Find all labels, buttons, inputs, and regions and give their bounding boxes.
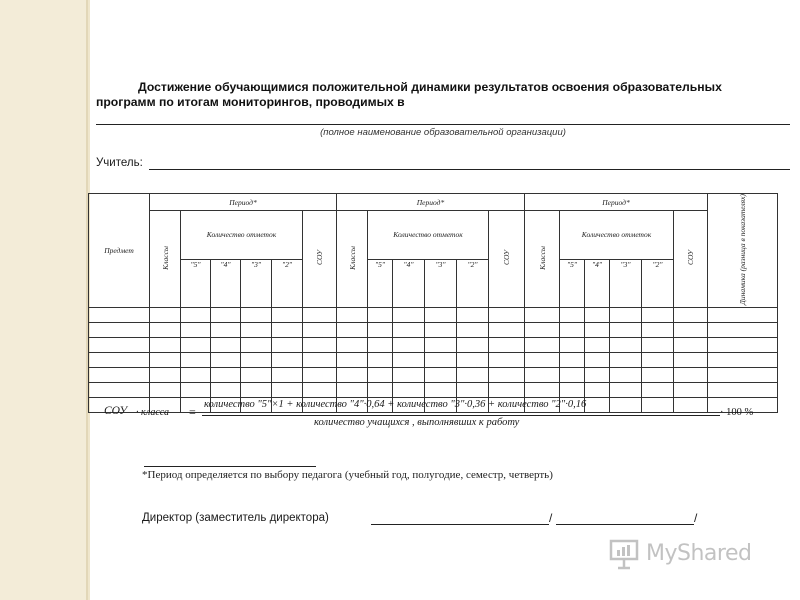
table-cell <box>241 352 272 367</box>
table-cell <box>241 397 272 412</box>
marks-count-header-3: Количество отметок <box>560 211 674 260</box>
table-cell <box>642 382 674 397</box>
table-cell <box>642 322 674 337</box>
sou-header-3: СОУ <box>674 211 708 308</box>
sou-header-1: СОУ <box>303 211 337 308</box>
table-cell <box>241 337 272 352</box>
org-name-line <box>96 124 790 125</box>
table-cell <box>610 352 642 367</box>
table-cell <box>674 337 708 352</box>
table-cell <box>489 337 525 352</box>
table-cell <box>272 397 303 412</box>
table-cell <box>368 352 393 367</box>
table-cell <box>674 352 708 367</box>
table-cell <box>489 382 525 397</box>
presentation-board-icon <box>608 537 642 571</box>
footnote-text: *Период определяется по выбору педагога (учебный год, полугодие, семестр, четверть) <box>142 469 553 481</box>
table-cell <box>272 307 303 322</box>
table-cell <box>674 322 708 337</box>
table-cell <box>303 397 337 412</box>
table-cell <box>610 322 642 337</box>
table-cell <box>585 307 610 322</box>
table-cell <box>393 397 425 412</box>
table-cell <box>642 367 674 382</box>
formula-lhs: СОУ <box>104 405 128 417</box>
table-cell <box>368 337 393 352</box>
table-cell <box>150 397 181 412</box>
dynamics-header: Динамика (разница в показателях) <box>708 194 778 308</box>
table-cell <box>150 337 181 352</box>
table-cell <box>241 322 272 337</box>
mark-3-header-1: "3" <box>241 259 272 307</box>
table-cell <box>181 307 211 322</box>
period-header-1: Период* <box>150 194 337 211</box>
mark-2-header-1: "2" <box>272 259 303 307</box>
table-cell <box>393 322 425 337</box>
table-cell <box>525 352 560 367</box>
table-cell <box>425 382 457 397</box>
table-cell <box>337 367 368 382</box>
mark-5-header-1: "5" <box>181 259 211 307</box>
table-cell <box>674 307 708 322</box>
table-cell <box>337 397 368 412</box>
formula-numerator: количество "5"×1 + количество "4"·0,64 + количество "3"·0,36 + количество "2"·0,16 <box>204 399 587 410</box>
signature-separator-2: / <box>694 511 698 525</box>
table-cell <box>708 322 778 337</box>
classes-header-1: Классы <box>150 211 181 308</box>
results-table <box>88 193 778 413</box>
table-cell <box>610 397 642 412</box>
table-cell <box>89 322 150 337</box>
table-cell <box>489 367 525 382</box>
period-header-2: Период* <box>337 194 525 211</box>
table-cell <box>585 382 610 397</box>
table-cell <box>393 307 425 322</box>
table-cell <box>425 337 457 352</box>
table-cell <box>337 382 368 397</box>
table-cell <box>674 397 708 412</box>
table-cell <box>181 352 211 367</box>
table-row <box>89 382 778 397</box>
table-cell <box>368 397 393 412</box>
table-cell <box>525 382 560 397</box>
table-cell <box>150 367 181 382</box>
table-cell <box>457 307 489 322</box>
table-cell <box>181 382 211 397</box>
table-cell <box>181 367 211 382</box>
table-row <box>89 307 778 322</box>
table-cell <box>425 307 457 322</box>
table-cell <box>642 337 674 352</box>
mark-2-header-2: "2" <box>457 259 489 307</box>
table-cell <box>241 382 272 397</box>
table-cell <box>642 397 674 412</box>
table-cell <box>303 382 337 397</box>
table-cell <box>393 352 425 367</box>
sou-header-2: СОУ <box>489 211 525 308</box>
director-label: Директор (заместитель директора) <box>142 512 329 524</box>
table-cell <box>425 352 457 367</box>
table-cell <box>525 322 560 337</box>
table-cell <box>303 352 337 367</box>
table-cell <box>489 397 525 412</box>
table-cell <box>610 367 642 382</box>
table-cell <box>525 337 560 352</box>
table-cell <box>303 322 337 337</box>
table-cell <box>337 307 368 322</box>
table-row <box>89 337 778 352</box>
table-cell <box>457 337 489 352</box>
table-cell <box>150 382 181 397</box>
table-cell <box>642 307 674 322</box>
table-cell <box>585 337 610 352</box>
table-cell <box>642 352 674 367</box>
table-cell <box>425 397 457 412</box>
table-cell <box>181 337 211 352</box>
table-cell <box>89 337 150 352</box>
table-cell <box>393 382 425 397</box>
table-cell <box>457 397 489 412</box>
subject-header: Предмет <box>89 194 150 308</box>
table-cell <box>457 367 489 382</box>
mark-5-header-2: "5" <box>368 259 393 307</box>
table-cell <box>489 322 525 337</box>
table-cell <box>425 322 457 337</box>
formula-denominator: количество учащихся , выполнявших к работу <box>314 417 520 428</box>
table-row <box>89 352 778 367</box>
table-cell <box>211 322 241 337</box>
table-cell <box>489 352 525 367</box>
table-cell <box>368 307 393 322</box>
table-cell <box>368 322 393 337</box>
title-line-1: Достижение обучающимися положительной динамики результатов освоения образовательных <box>138 80 722 94</box>
table-cell <box>674 382 708 397</box>
table-cell <box>337 337 368 352</box>
mark-4-header-2: "4" <box>393 259 425 307</box>
table-cell <box>457 382 489 397</box>
myshared-watermark <box>608 537 768 573</box>
table-cell <box>272 367 303 382</box>
table-cell <box>610 307 642 322</box>
table-cell <box>368 382 393 397</box>
mark-5-header-3: "5" <box>560 259 585 307</box>
title-line-2: программ по итогам мониторингов, проводимых в <box>96 95 405 109</box>
mark-3-header-2: "3" <box>425 259 457 307</box>
org-name-caption: (полное наименование образовательной организации) <box>320 127 566 138</box>
table-cell <box>610 337 642 352</box>
table-cell <box>241 367 272 382</box>
table-cell <box>211 307 241 322</box>
table-cell <box>211 367 241 382</box>
teacher-label: Учитель: <box>96 157 143 169</box>
table-cell <box>211 397 241 412</box>
table-cell <box>211 352 241 367</box>
table-cell <box>272 352 303 367</box>
signature-separator-1: / <box>549 511 553 525</box>
table-cell <box>560 397 585 412</box>
table-cell <box>241 307 272 322</box>
table-cell <box>393 367 425 382</box>
table-cell <box>585 367 610 382</box>
table-cell <box>560 307 585 322</box>
table-cell <box>457 352 489 367</box>
formula-lhs-sub: · класса <box>136 407 169 418</box>
table-cell <box>89 397 150 412</box>
table-cell <box>708 307 778 322</box>
table-cell <box>150 352 181 367</box>
table-row <box>89 397 778 412</box>
table-cell <box>150 307 181 322</box>
table-cell <box>181 322 211 337</box>
table-cell <box>303 307 337 322</box>
mark-4-header-3: "4" <box>585 259 610 307</box>
table-cell <box>89 367 150 382</box>
table-cell <box>560 352 585 367</box>
left-decor-strip <box>0 0 88 600</box>
table-cell <box>181 397 211 412</box>
table-cell <box>89 307 150 322</box>
table-cell <box>610 382 642 397</box>
teacher-name-line <box>149 169 790 170</box>
document-title <box>96 80 796 110</box>
mark-2-header-3: "2" <box>642 259 674 307</box>
table-cell <box>560 382 585 397</box>
table-cell <box>211 337 241 352</box>
table-cell <box>89 382 150 397</box>
table-cell <box>525 397 560 412</box>
table-cell <box>585 397 610 412</box>
table-cell <box>368 367 393 382</box>
table-body <box>89 307 778 412</box>
table-cell <box>708 367 778 382</box>
table-cell <box>708 382 778 397</box>
table-cell <box>708 337 778 352</box>
table-cell <box>457 322 489 337</box>
table-cell <box>337 322 368 337</box>
table-cell <box>393 337 425 352</box>
classes-header-3: Классы <box>525 211 560 308</box>
table-cell <box>272 322 303 337</box>
period-header-3: Период* <box>525 194 708 211</box>
marks-count-header-1: Количество отметок <box>181 211 303 260</box>
table-cell <box>211 382 241 397</box>
table-cell <box>303 367 337 382</box>
table-cell <box>560 367 585 382</box>
mark-3-header-3: "3" <box>610 259 642 307</box>
table-cell <box>708 397 778 412</box>
table-row <box>89 367 778 382</box>
table-cell <box>585 322 610 337</box>
table-cell <box>272 337 303 352</box>
table-cell <box>150 322 181 337</box>
table-cell <box>674 367 708 382</box>
marks-count-header-2: Количество отметок <box>368 211 489 260</box>
watermark-text: MyShared <box>646 541 752 566</box>
table-cell <box>425 367 457 382</box>
table-cell <box>525 307 560 322</box>
table-cell <box>89 352 150 367</box>
table-cell <box>303 337 337 352</box>
classes-header-2: Классы <box>337 211 368 308</box>
table-cell <box>337 352 368 367</box>
table-cell <box>708 352 778 367</box>
formula-equals: = <box>189 405 196 419</box>
table-cell <box>560 322 585 337</box>
table-cell <box>560 337 585 352</box>
table-cell <box>272 382 303 397</box>
mark-4-header-1: "4" <box>211 259 241 307</box>
table-cell <box>525 367 560 382</box>
table-row <box>89 322 778 337</box>
table-cell <box>489 307 525 322</box>
formula-multiplier: · 100 % <box>720 407 754 418</box>
table-cell <box>585 352 610 367</box>
